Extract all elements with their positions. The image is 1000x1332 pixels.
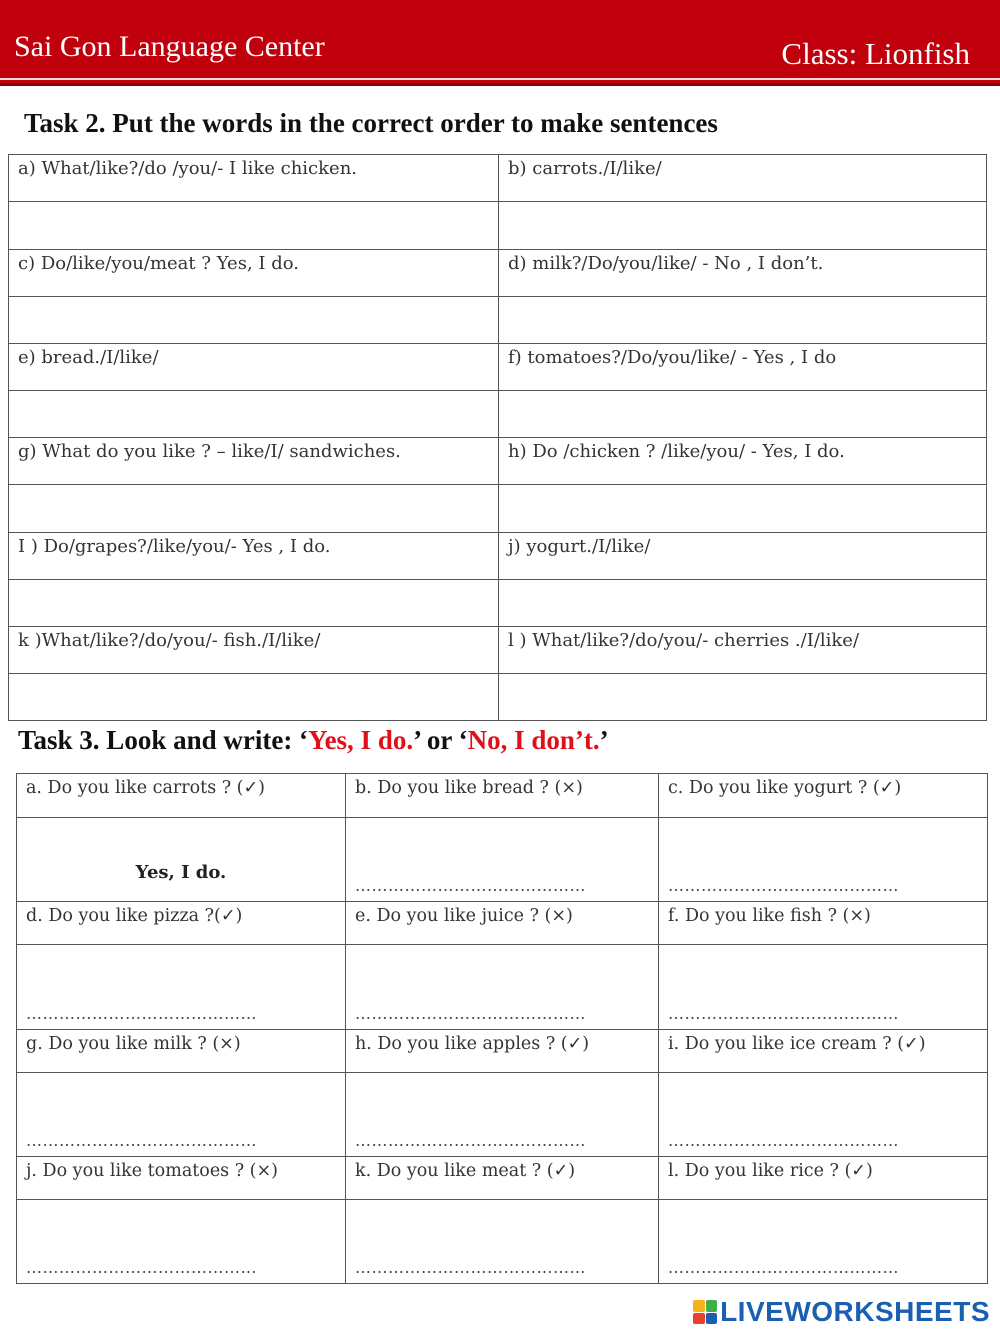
task3-item-l: l. Do you like rice ? (✓) [659,1157,988,1200]
answer-dots: …………………………………… [355,876,586,895]
example-answer: Yes, I do. [135,862,227,883]
answer-box-e[interactable] [9,391,499,438]
task2-question-row [9,438,987,485]
answer-box-d[interactable] [499,297,987,344]
answer-box-i[interactable] [9,580,499,627]
task2-item-h: h) Do /chicken ? /like/you/ - Yes, I do. [499,438,987,485]
answer-dots: …………………………………… [26,1004,257,1023]
task2-item-a: a) What/like?/do /you/- I like chicken. [9,155,499,202]
task3-item-h: h. Do you like apples ? (✓) [346,1030,659,1073]
task3-item-d: d. Do you like pizza ?(✓) [17,902,346,945]
answer-dots: …………………………………… [355,1258,586,1277]
yes-option: Yes, I do. [308,725,414,755]
task3-question-row [17,774,988,818]
no-option: No, I don’t. [467,725,600,755]
answer-dots: …………………………………… [668,1004,899,1023]
answer-box-b[interactable] [499,202,987,250]
task3-question-row [17,902,988,945]
answer-box-l[interactable] [659,1200,988,1284]
answer-box-d[interactable] [17,945,346,1030]
task2-item-g: g) What do you like ? – like/I/ sandwiches. [9,438,499,485]
task2-item-i: I ) Do/grapes?/like/you/- Yes , I do. [9,533,499,580]
answer-box-a [17,818,346,902]
task2-title: Task 2. Put the words in the correct order to make sentences [24,108,718,138]
task2-question-row [9,627,987,674]
task3-title [18,725,609,756]
task2-item-f: f) tomatoes?/Do/you/like/ - Yes , I do [499,344,987,391]
logo-grid-icon [693,1300,717,1324]
answer-box-h[interactable] [499,485,987,533]
answer-box-c[interactable] [9,297,499,344]
answer-box-g[interactable] [9,485,499,533]
task3-title-suffix: ’ [599,725,609,755]
answer-dots: …………………………………… [26,1258,257,1277]
answer-dots: …………………………………… [26,1131,257,1150]
header-divider [0,78,1000,80]
task2-item-d: d) milk?/Do/you/like/ - No , I don’t. [499,250,987,297]
answer-box-g[interactable] [17,1073,346,1157]
task3-title-prefix: Task 3. Look and write: ‘ [18,725,309,755]
liveworksheets-logo [693,1296,990,1328]
task3-item-j: j. Do you like tomatoes ? (×) [17,1157,346,1200]
task2-question-row [9,155,987,202]
task2-question-row [9,533,987,580]
header-bar [0,0,1000,86]
answer-box-i[interactable] [659,1073,988,1157]
answer-box-h[interactable] [346,1073,659,1157]
answer-box-l[interactable] [499,674,987,721]
answer-dots: …………………………………… [668,1258,899,1277]
task2-item-j: j) yogurt./I/like/ [499,533,987,580]
answer-box-k[interactable] [9,674,499,721]
task3-item-a: a. Do you like carrots ? (✓) [17,774,346,818]
answer-dots: …………………………………… [355,1004,586,1023]
answer-dots: …………………………………… [668,1131,899,1150]
answer-box-k[interactable] [346,1200,659,1284]
task2-question-row [9,250,987,297]
task2-item-k: k )What/like?/do/you/- fish./I/like/ [9,627,499,674]
answer-box-b[interactable] [346,818,659,902]
task2-item-e: e) bread./I/like/ [9,344,499,391]
answer-box-f[interactable] [499,391,987,438]
answer-dots: …………………………………… [355,1131,586,1150]
task3-item-g: g. Do you like milk ? (×) [17,1030,346,1073]
answer-box-a[interactable] [9,202,499,250]
answer-box-c[interactable] [659,818,988,902]
task3-item-f: f. Do you like fish ? (×) [659,902,988,945]
task3-question-row [17,1157,988,1200]
task3-item-b: b. Do you like bread ? (×) [346,774,659,818]
task3-title-mid: ’ or ‘ [413,725,468,755]
task3-item-e: e. Do you like juice ? (×) [346,902,659,945]
task3-question-row [17,1030,988,1073]
task2-item-l: l ) What/like?/do/you/- cherries ./I/like/ [499,627,987,674]
task3-item-c: c. Do you like yogurt ? (✓) [659,774,988,818]
logo-text: LIVEWORKSHEETS [720,1296,990,1327]
task3-table [16,773,988,1284]
answer-box-j[interactable] [499,580,987,627]
task2-table [8,154,987,721]
task2-question-row [9,344,987,391]
school-name: Sai Gon Language Center [14,30,325,63]
task3-item-k: k. Do you like meat ? (✓) [346,1157,659,1200]
task3-item-i: i. Do you like ice cream ? (✓) [659,1030,988,1073]
class-label: Class: Lionfish [781,36,970,71]
answer-dots: …………………………………… [668,876,899,895]
answer-box-e[interactable] [346,945,659,1030]
task2-item-c: c) Do/like/you/meat ? Yes, I do. [9,250,499,297]
answer-box-j[interactable] [17,1200,346,1284]
task2-item-b: b) carrots./I/like/ [499,155,987,202]
answer-box-f[interactable] [659,945,988,1030]
